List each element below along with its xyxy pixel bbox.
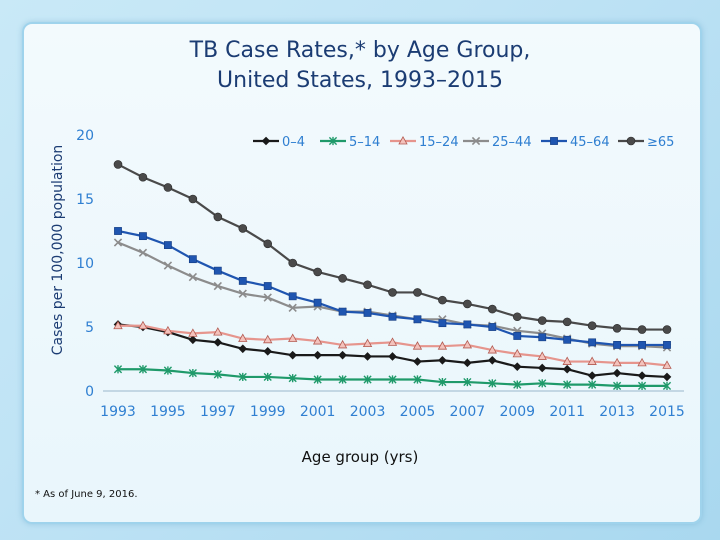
chart-title-line1: TB Case Rates,* by Age Group,: [189, 38, 531, 63]
data-point: [289, 352, 296, 359]
data-point: [538, 317, 546, 325]
data-point: [289, 259, 297, 267]
data-point: [438, 296, 446, 304]
data-point: [638, 326, 646, 334]
legend-label: 45–64: [570, 135, 610, 150]
data-point: [239, 277, 246, 284]
data-point: [389, 353, 396, 360]
data-point: [214, 267, 221, 274]
x-tick-label: 1993: [100, 404, 136, 420]
data-point: [589, 372, 596, 379]
data-point: [513, 313, 521, 321]
legend-label: 5–14: [349, 135, 381, 150]
data-point: [563, 318, 571, 326]
data-point: [314, 299, 321, 306]
data-point: [339, 308, 346, 315]
data-point: [638, 372, 645, 379]
data-point: [489, 323, 496, 330]
y-tick-label: 10: [76, 256, 94, 272]
data-point: [389, 313, 396, 320]
data-point: [663, 341, 670, 348]
data-point: [613, 369, 620, 376]
y-tick-label: 5: [85, 320, 94, 336]
data-point: [464, 359, 471, 366]
data-point: [339, 352, 346, 359]
data-point: [339, 274, 347, 282]
legend-marker: [627, 137, 635, 145]
legend-label: ≥65: [647, 135, 675, 150]
data-point: [214, 339, 221, 346]
legend-label: 15–24: [419, 135, 459, 150]
x-tick-label: 2007: [449, 404, 486, 420]
data-point: [364, 281, 372, 289]
data-point: [364, 309, 371, 316]
x-tick-label: 2005: [399, 404, 436, 420]
data-point: [613, 341, 620, 348]
data-point: [314, 352, 321, 359]
data-point: [439, 357, 446, 364]
legend-label: 25–44: [492, 135, 532, 150]
data-point: [239, 224, 247, 232]
data-point: [164, 183, 172, 191]
x-tick-label: 2001: [299, 404, 336, 420]
data-point: [514, 363, 521, 370]
data-point: [189, 256, 196, 263]
data-point: [464, 321, 471, 328]
legend-marker: [262, 137, 269, 144]
data-point: [588, 322, 596, 330]
legend-marker: [550, 137, 557, 144]
legend-label: 0–4: [282, 135, 306, 150]
data-point: [539, 334, 546, 341]
data-point: [189, 336, 196, 343]
data-point: [114, 227, 121, 234]
x-tick-label: 2003: [349, 404, 386, 420]
data-point: [589, 339, 596, 346]
y-tick-label: 20: [76, 128, 94, 144]
data-point: [264, 240, 272, 248]
x-tick-label: 1995: [150, 404, 186, 420]
data-point: [488, 305, 496, 313]
data-point: [414, 316, 421, 323]
data-point: [613, 324, 621, 332]
footnote: * As of June 9, 2016.: [35, 489, 138, 500]
x-tick-label: 1997: [199, 404, 236, 420]
y-tick-label: 0: [85, 384, 94, 400]
x-tick-label: 2009: [499, 404, 536, 420]
data-point: [539, 364, 546, 371]
data-point: [514, 332, 521, 339]
data-point: [189, 195, 197, 203]
data-point: [139, 173, 147, 181]
data-point: [663, 326, 671, 334]
series-line: [118, 231, 667, 345]
data-point: [264, 348, 271, 355]
y-tick-label: 15: [76, 192, 94, 208]
x-tick-label: 2015: [649, 404, 685, 420]
data-point: [564, 336, 571, 343]
x-axis-label: Age group (yrs): [301, 448, 419, 466]
data-point: [214, 213, 222, 221]
data-point: [164, 241, 171, 248]
data-point: [364, 353, 371, 360]
data-point: [439, 320, 446, 327]
data-point: [564, 366, 571, 373]
data-point: [389, 288, 397, 296]
data-point: [663, 373, 670, 380]
data-point: [413, 288, 421, 296]
data-point: [289, 293, 296, 300]
data-point: [114, 160, 122, 168]
chart-title-line2: United States, 1993–2015: [217, 68, 503, 93]
series-line: [118, 164, 667, 329]
data-point: [463, 300, 471, 308]
data-point: [489, 357, 496, 364]
data-point: [638, 341, 645, 348]
x-tick-label: 1999: [249, 404, 286, 420]
data-point: [414, 358, 421, 365]
x-tick-label: 2011: [549, 404, 586, 420]
data-point: [314, 268, 322, 276]
x-tick-label: 2013: [599, 404, 635, 420]
data-point: [264, 282, 271, 289]
y-axis-label: Cases per 100,000 population: [50, 144, 66, 356]
data-point: [139, 233, 146, 240]
data-point: [239, 345, 246, 352]
